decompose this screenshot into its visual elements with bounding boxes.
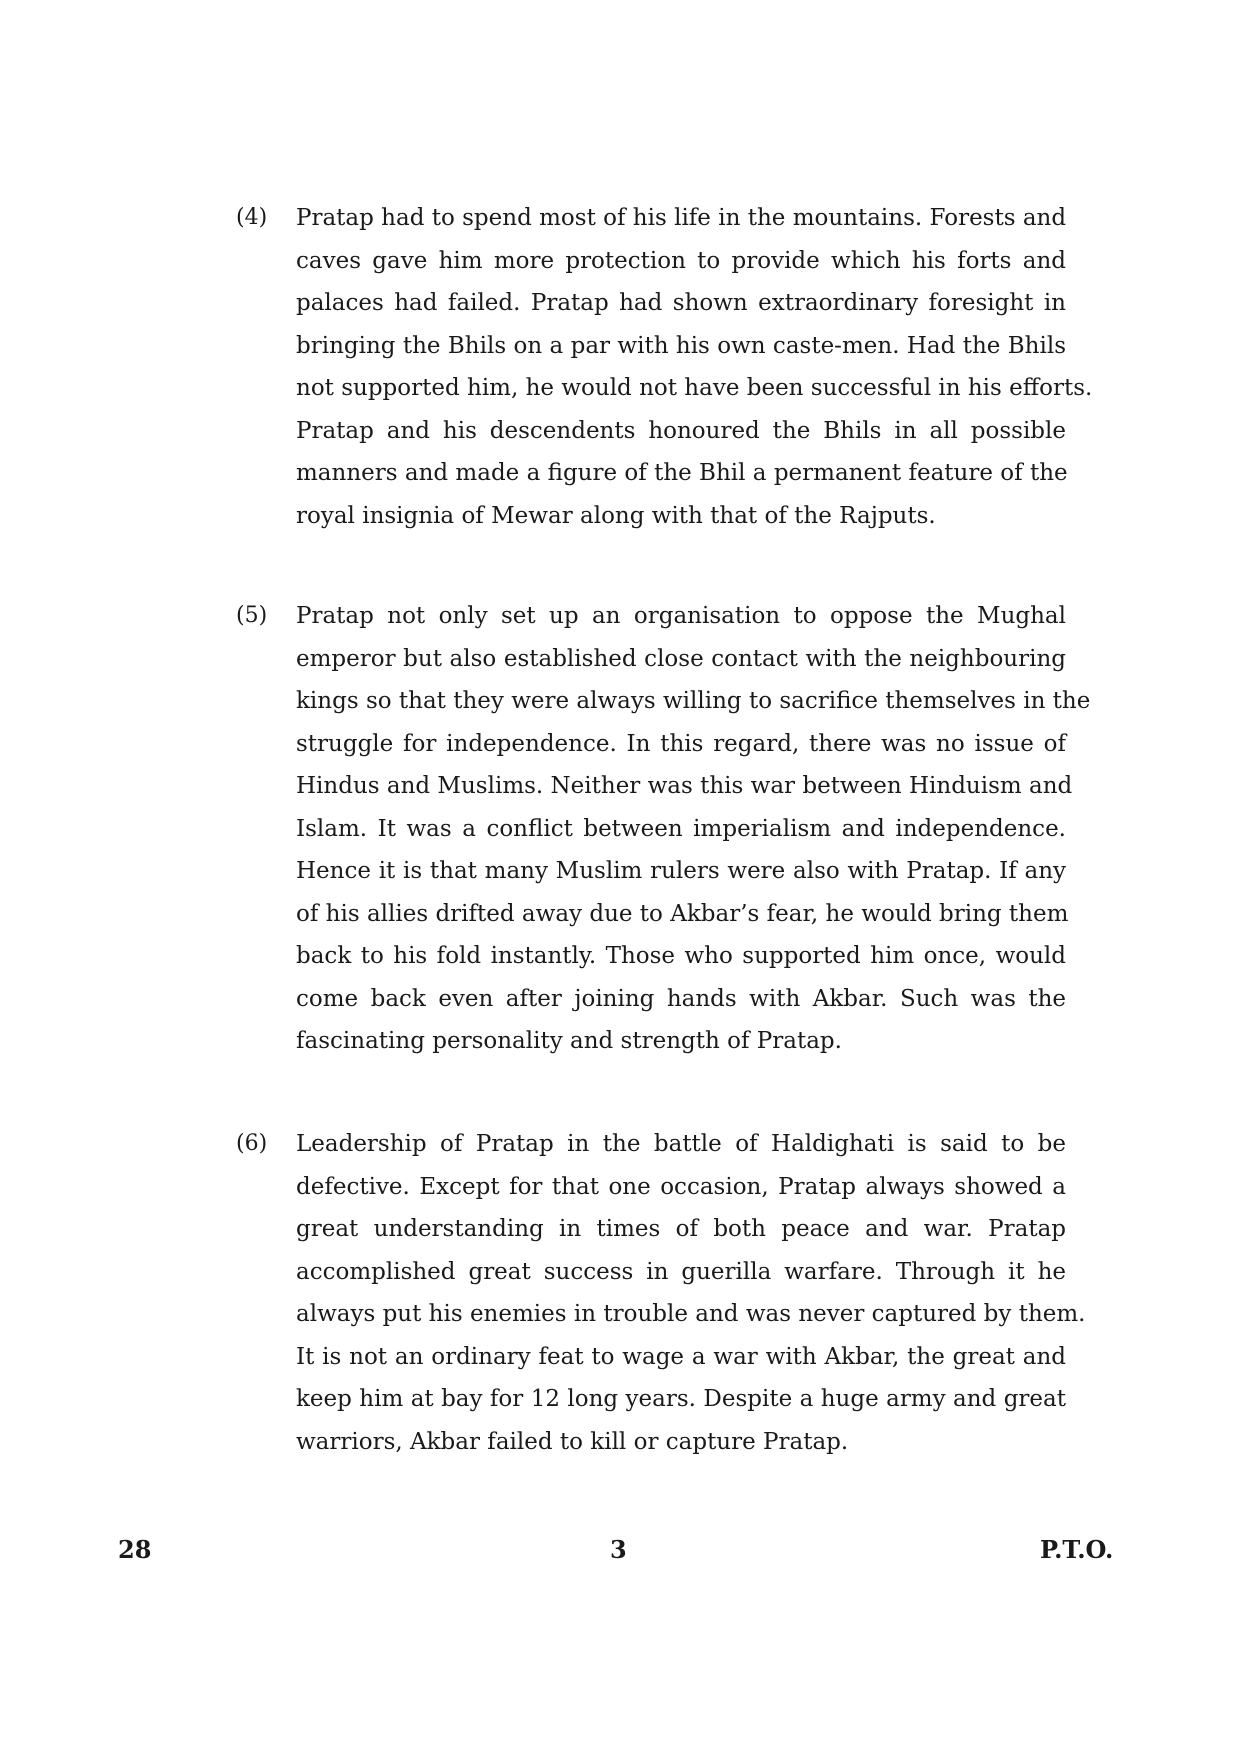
text-line: palaces had failed. Pratap had shown extraordinary foresight in	[296, 290, 1066, 316]
text-line: Pratap not only set up an organisation to oppose the Mughal	[296, 603, 1066, 629]
text-line: accomplished great success in guerilla warfare. Through it he	[296, 1258, 1066, 1285]
paragraph-text	[296, 595, 1091, 1063]
text-line: emperor but also established close contact with the neighbouring	[296, 645, 1066, 672]
page-number: 3	[610, 1535, 627, 1564]
text-line: keep him at bay for 12 long years. Despite a huge army and great	[296, 1386, 1066, 1412]
text-line: always put his enemies in trouble and was never captured by them.	[296, 1301, 1086, 1327]
text-line: warriors, Akbar failed to kill or capture Pratap.	[296, 1428, 849, 1455]
text-line: Pratap had to spend most of his life in the mountains. Forests and	[296, 205, 1067, 231]
paragraph-text	[296, 197, 1093, 537]
paragraph-number: (6)	[236, 1131, 268, 1156]
text-line: Leadership of Pratap in the battle of Haldighati is said to be	[296, 1131, 1066, 1157]
paper-code: 28	[118, 1535, 152, 1564]
text-line: fascinating personality and strength of Pratap.	[296, 1028, 842, 1054]
text-line: kings so that they were always willing to sacrifice themselves in the	[296, 688, 1091, 714]
text-line: caves gave him more protection to provide which his forts and	[296, 247, 1066, 274]
text-line: not supported him, he would not have been successful in his efforts.	[296, 375, 1093, 401]
text-line: Hindus and Muslims. Neither was this war between Hinduism and	[296, 773, 1073, 799]
text-line: back to his fold instantly. Those who supported him once, would	[296, 943, 1066, 969]
text-line: defective. Except for that one occasion, Pratap always showed a	[296, 1173, 1066, 1200]
text-line: Hence it is that many Muslim rulers were also with Pratap. If any	[296, 858, 1066, 884]
text-line: It is not an ordinary feat to wage a war with Akbar, the great and	[296, 1343, 1066, 1370]
pto-label: P.T.O.	[1040, 1535, 1114, 1564]
text-line: bringing the Bhils on a par with his own caste-men. Had the Bhils	[296, 332, 1066, 359]
paragraph-text	[296, 1123, 1086, 1463]
text-line: Pratap and his descendents honoured the Bhils in all possible	[296, 417, 1066, 444]
text-line: Islam. It was a conflict between imperialism and independence.	[296, 815, 1066, 842]
text-line: manners and made a figure of the Bhil a permanent feature of the	[296, 460, 1068, 486]
text-line: of his allies drifted away due to Akbar’s fear, he would bring them	[296, 900, 1069, 927]
text-line: royal insignia of Mewar along with that of the Rajputs.	[296, 502, 936, 529]
paragraph-number: (4)	[236, 205, 268, 230]
text-line: struggle for independence. In this regard, there was no issue of	[296, 730, 1066, 757]
text-line: great understanding in times of both peace and war. Pratap	[296, 1216, 1066, 1242]
paragraph-number: (5)	[236, 603, 268, 628]
text-line: come back even after joining hands with Akbar. Such was the	[296, 985, 1066, 1012]
